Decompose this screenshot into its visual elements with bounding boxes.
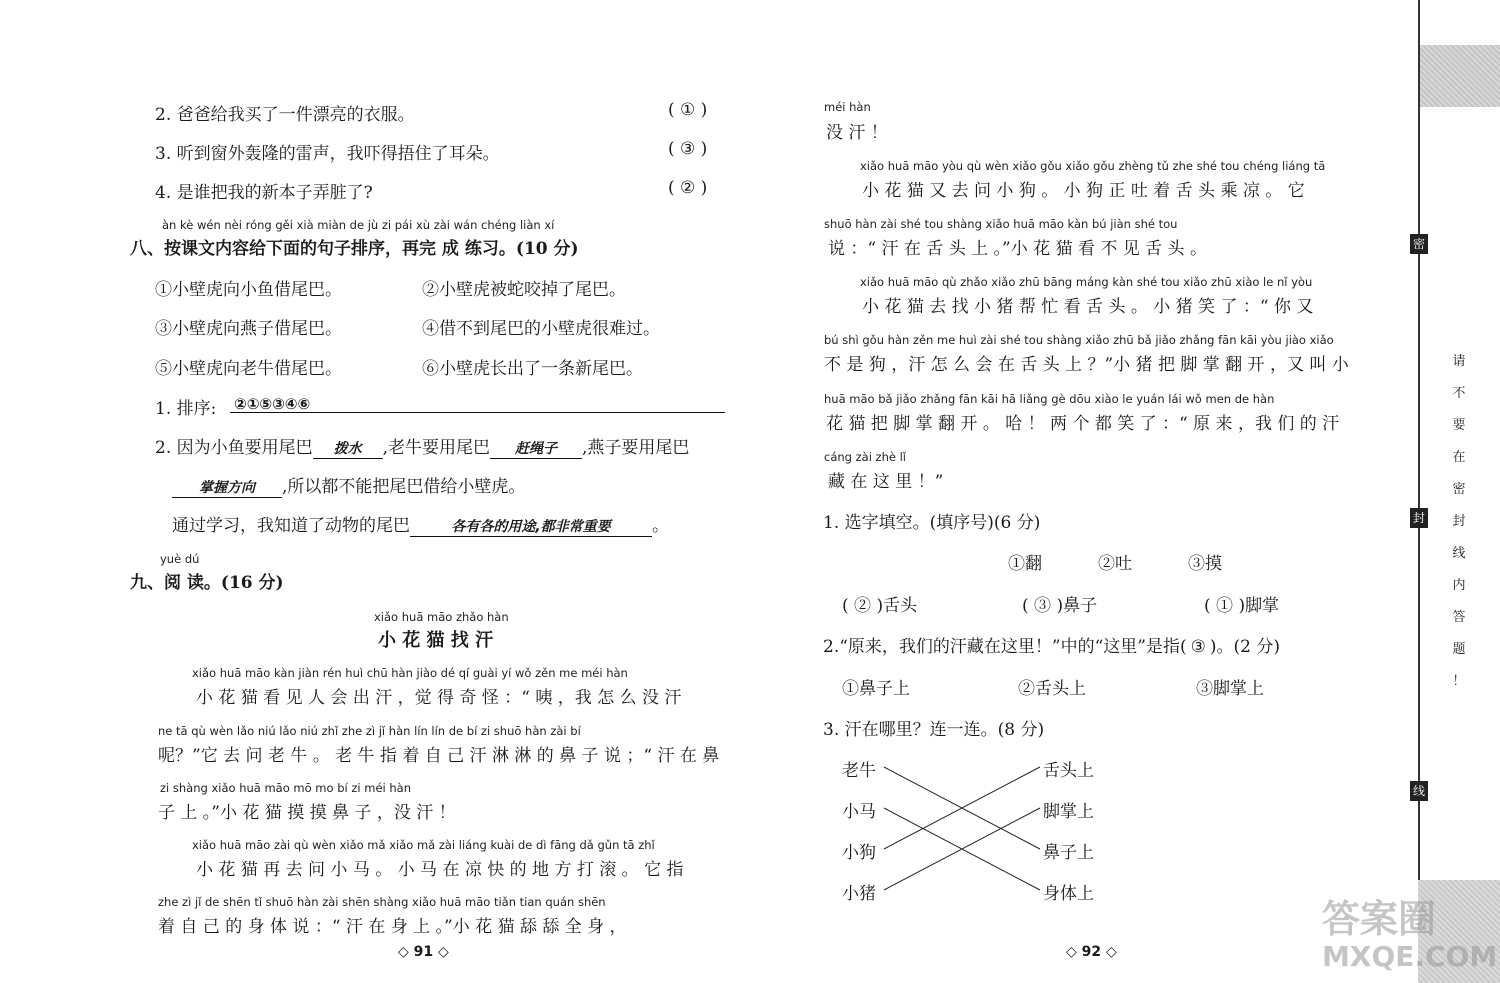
notice-char: 封 [1452, 514, 1466, 529]
story-pinyin-line: xiǎo huā māo kàn jiàn rén huì chū hàn jiào dé qí guài yí wǒ zěn me méi hàn [192, 666, 628, 680]
q8-option: ⑥小壁虎长出了一条新尾巴。 [422, 359, 643, 379]
fill-answer: 各有各的用途,都非常重要 [410, 516, 652, 537]
match-left-item: 老牛 [842, 761, 876, 781]
page-number-right: ◇ 92 ◇ [1066, 944, 1117, 960]
sub2-text: 2.“原来，我们的汗藏在这里！”中的“这里”是指( [823, 637, 1187, 657]
notice-char: 不 [1452, 386, 1466, 401]
page-number-left: ◇ 91 ◇ [398, 944, 449, 960]
fill-answer: 拨水 [313, 438, 383, 459]
q7-answer: ( ③ ) [668, 139, 708, 159]
seal-tag: 密 [1410, 234, 1428, 254]
binding-notice [1452, 346, 1466, 698]
q8-option: ①小壁虎向小鱼借尾巴。 [155, 280, 342, 300]
fill-text: 2. 因为小鱼要用尾巴 [155, 438, 313, 458]
notice-char: 要 [1452, 418, 1466, 433]
story-text-line: 呢？”它 去 问 老 牛 。 老 牛 指 着 自 己 汗 淋 淋 的 鼻 子 说 ；“ 汗 在 鼻 [158, 746, 720, 766]
match-left-item: 小猪 [842, 884, 876, 904]
notice-char: 内 [1452, 578, 1466, 593]
binding-line [1418, 0, 1420, 983]
q7-answer: ( ② ) [668, 178, 708, 198]
story-text-line: 着 自 己 的 身 体 说 ：“ 汗 在 身 上 。”小 花 猫 舔 舔 全 身 ， [158, 917, 627, 937]
blank-answer: ( ① ) [1204, 596, 1246, 616]
notice-char: 请 [1452, 354, 1466, 369]
fill-text: ,燕子要用尾巴 [582, 438, 690, 458]
story-pinyin-line: huā māo bǎ jiǎo zhǎng fān kāi hā liǎng gè dōu xiào le yuán lái wǒ men de hàn [824, 392, 1275, 406]
story-text-line: 花 猫 把 脚 掌 翻 开 。 哈 ！ 两 个 都 笑 了 ：“ 原 来 ，我 们 的 汗 [826, 414, 1340, 434]
binding-pattern-top [1418, 45, 1500, 107]
notice-char: 密 [1452, 482, 1466, 497]
sub1-title: 1. 选字填空。(填序号)(6 分) [823, 513, 1041, 533]
fill-text: 通过学习，我知道了动物的尾巴 [172, 516, 410, 536]
watermark-url: MXQE.COM [1322, 940, 1498, 973]
choice: ③摸 [1188, 554, 1222, 574]
sub2-answer: ③ [1190, 637, 1206, 657]
sub2-text: )。(2 分) [1209, 637, 1280, 657]
story-pinyin-line: xiǎo huā māo qù zhǎo xiǎo zhū bāng máng kàn shé tou xiǎo zhū xiào le nǐ yòu [860, 275, 1313, 289]
story-pinyin-line: cáng zài zhè lǐ [824, 450, 906, 464]
fill-answer: 赶绳子 [490, 438, 582, 459]
story-text-line: 说 ：“ 汗 在 舌 头 上 。”小 花 猫 看 不 见 舌 头 。 [828, 239, 1207, 259]
blank-word: 鼻子 [1063, 596, 1098, 616]
story-pinyin-line: zi shàng xiǎo huā māo mō mo bí zi méi hàn [160, 781, 411, 795]
story-pinyin-line: ne tā qù wèn lǎo niú lǎo niú zhǐ zhe zì jǐ hàn lín lín de bí zi shuō hàn zài bí [158, 724, 581, 738]
q7-item: 2. 爸爸给我买了一件漂亮的衣服。 [155, 105, 415, 125]
story-pinyin-line: méi hàn [824, 100, 871, 114]
q8-title: 八、按课文内容给下面的句子排序，再完 成 练习。(10 分) [130, 239, 579, 259]
blank-answer: ( ② ) [842, 596, 884, 616]
story-pinyin-line: bú shì gǒu hàn zěn me huì zài shé tou shàng xiǎo zhū bǎ jiǎo zhǎng fān kāi yòu jiào xiǎo [824, 333, 1334, 347]
blank-word: 脚掌 [1245, 596, 1280, 616]
story-text-line: 藏 在 这 里 ！” [828, 472, 944, 492]
fill-text: ,所以都不能把尾巴借给小壁虎。 [282, 477, 526, 497]
notice-char: 在 [1452, 450, 1466, 465]
story-pinyin-line: shuō hàn zài shé tou shàng xiǎo huā māo kàn bú jiàn shé tou [824, 217, 1178, 231]
match-right-item: 鼻子上 [1043, 843, 1094, 863]
story-text-line: 不 是 狗 ，汗 怎 么 会 在 舌 头 上 ？”小 猪 把 脚 掌 翻 开 ，又 叫 小 [824, 355, 1349, 375]
sub3-title: 3. 汗在哪里？连一连。(8 分) [823, 720, 1045, 740]
q7-item: 3. 听到窗外轰隆的雷声，我吓得捂住了耳朵。 [155, 144, 500, 164]
choice: ①翻 [1008, 554, 1042, 574]
notice-char: ！ [1452, 674, 1466, 689]
story-text-line: 小 花 猫 去 找 小 猪 帮 忙 看 舌 头 。 小 猪 笑 了 ：“ 你 又 [862, 297, 1314, 317]
sub2-option: ②舌头上 [1018, 679, 1086, 699]
q8-option: ⑤小壁虎向老牛借尾巴。 [155, 359, 342, 379]
match-right-item: 脚掌上 [1043, 802, 1094, 822]
choice: ②吐 [1098, 554, 1132, 574]
sub2-option: ①鼻子上 [842, 679, 910, 699]
story-title-pinyin: xiǎo huā māo zhǎo hàn [374, 610, 509, 624]
notice-char: 题 [1452, 642, 1466, 657]
fill-answer: 掌握方向 [172, 477, 282, 498]
story-pinyin-line: xiǎo huā māo yòu qù wèn xiǎo gǒu xiǎo gǒu zhèng tǔ zhe shé tou chéng liáng tā [860, 159, 1326, 173]
blank-answer: ( ③ ) [1022, 596, 1064, 616]
fill-text: 。 [652, 516, 669, 536]
story-title: 小 花 猫 找 汗 [378, 630, 494, 651]
sort-answer: ②①⑤③④⑥ [234, 395, 311, 413]
story-text-line: 小 花 猫 又 去 问 小 狗 。 小 狗 正 吐 着 舌 头 乘 凉 。 它 [862, 181, 1305, 201]
binding-margin [1412, 0, 1500, 983]
sub2-option: ③脚掌上 [1196, 679, 1264, 699]
q8-option: ④借不到尾巴的小壁虎很难过。 [422, 319, 660, 339]
story-pinyin-line: zhe zì jǐ de shēn tǐ shuō hàn zài shēn shàng xiǎo huā māo tiǎn tian quán shēn [158, 895, 606, 909]
q8-option: ②小壁虎被蛇咬掉了尾巴。 [422, 280, 626, 300]
sort-label: 1. 排序: [155, 399, 217, 419]
match-right-item: 舌头上 [1043, 761, 1094, 781]
story-text-line: 小 花 猫 看 见 人 会 出 汗 ，觉 得 奇 怪 ：“ 咦 ，我 怎 么 没 汗 [196, 688, 682, 708]
q9-pinyin: yuè dú [160, 552, 200, 566]
story-text-line: 没 汗 ！ [826, 123, 888, 143]
match-right-item: 身体上 [1043, 884, 1094, 904]
blank-word: 舌头 [883, 596, 918, 616]
match-left-item: 小狗 [842, 843, 876, 863]
fill-text: ,老牛要用尾巴 [382, 438, 491, 458]
notice-char: 答 [1452, 610, 1466, 625]
notice-char: 线 [1452, 546, 1466, 561]
story-text-line: 子 上 。”小 花 猫 摸 摸 鼻 子 ，没 汗 ！ [158, 803, 456, 823]
q8-pinyin: àn kè wén nèi róng gěi xià miàn de jù zi pái xù zài wán chéng liàn xí [162, 218, 555, 232]
q7-item: 4. 是谁把我的新本子弄脏了? [155, 183, 373, 203]
q8-option: ③小壁虎向燕子借尾巴。 [155, 319, 342, 339]
story-text-line: 小 花 猫 再 去 问 小 马 。 小 马 在 凉 快 的 地 方 打 滚 。 它 指 [196, 860, 684, 880]
match-left-item: 小马 [842, 802, 876, 822]
watermark-logo: 答案圈 [1322, 897, 1437, 941]
q9-title: 九、阅 读。(16 分) [130, 573, 284, 593]
seal-tag: 封 [1410, 508, 1428, 528]
q7-answer: ( ① ) [668, 100, 708, 120]
story-pinyin-line: xiǎo huā māo zài qù wèn xiǎo mǎ xiǎo mǎ zài liáng kuài de dì fāng dǎ gǔn tā zhǐ [192, 838, 655, 852]
seal-tag: 线 [1410, 781, 1428, 801]
